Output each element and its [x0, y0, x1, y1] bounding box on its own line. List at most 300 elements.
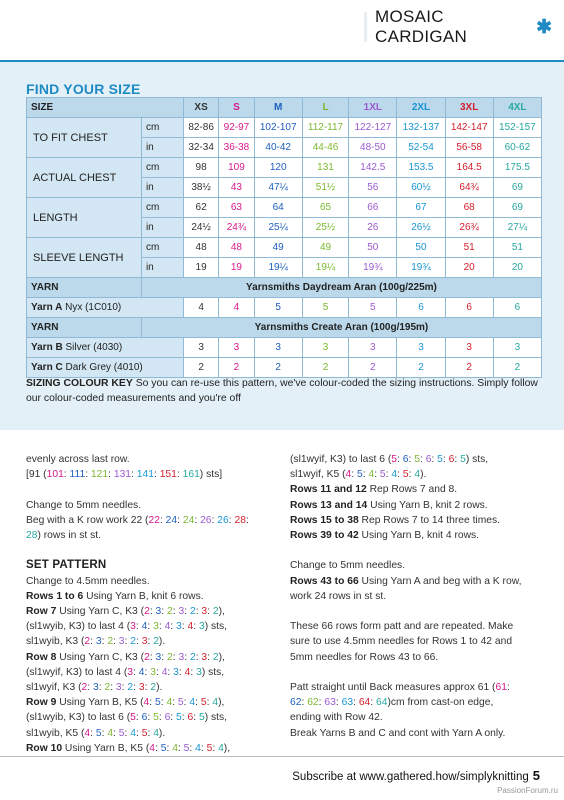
pattern-text: : [135, 636, 142, 648]
size-value: 24 [182, 514, 195, 526]
pattern-text: sl1wyif, K3 ( [26, 682, 82, 694]
size-value: 6 [448, 454, 455, 465]
size-value: 2 [144, 606, 150, 617]
measurement-value: 40-42 [254, 138, 302, 158]
pattern-text: : [183, 697, 190, 709]
pattern-column-right [290, 452, 552, 741]
pattern-text: Rep Rows 7 to 14 three times. [358, 514, 501, 526]
pattern-text: : [113, 727, 119, 739]
size-value: 24 [165, 514, 178, 526]
measurement-value: 49 [302, 238, 348, 258]
yarn-quantity: 4 [183, 298, 218, 318]
yarn-quantity: 2 [302, 358, 348, 378]
watermark: PassionForum.ru [497, 786, 558, 795]
unit-label: cm [141, 238, 183, 258]
pattern-line [26, 467, 276, 482]
pattern-text: : [110, 682, 116, 694]
pattern-text: : [177, 742, 184, 754]
pattern-text: : [135, 727, 142, 739]
pattern-text: ). [420, 469, 427, 481]
size-value: 28 [234, 514, 246, 526]
pattern-line [26, 528, 276, 543]
size-value: 3 [173, 666, 179, 678]
measurement-value: 102-107 [254, 118, 302, 138]
measurement-value: 98 [183, 158, 218, 178]
pattern-text: : [397, 454, 403, 465]
measurement-value: 27¼ [493, 218, 541, 238]
size-value: 2 [150, 682, 157, 694]
size-value: 61 [495, 682, 507, 693]
measurement-value: 20 [445, 258, 493, 278]
pattern-text: Patt straight until Back measures approx 61 ( [290, 682, 496, 693]
size-value: 2 [167, 606, 173, 617]
yarn-header-row [27, 278, 542, 298]
pattern-text: Using Yarn B, knit 2 rows. [367, 499, 488, 511]
pattern-text: : [161, 651, 168, 663]
size-value: 3 [198, 621, 205, 633]
pattern-text: : [431, 454, 438, 465]
yarn-quantity: 6 [493, 298, 541, 318]
pattern-text: : [408, 454, 415, 465]
pattern-line [290, 695, 552, 710]
measurement-value: 32-34 [183, 138, 218, 158]
measurement-value: 64 [254, 198, 302, 218]
pattern-text: : [161, 606, 168, 617]
measurement-value: 67 [397, 198, 445, 218]
row-label: Rows 39 to 42 [290, 530, 359, 542]
pattern-text: Beg with a K row work 22 ( [26, 514, 149, 526]
pattern-line [290, 528, 552, 543]
pattern-text: : [155, 666, 162, 678]
subscribe-text: Subscribe at www.gathered.how/simplyknitting [292, 771, 529, 783]
measurement-label: LENGTH [27, 198, 142, 238]
pattern-text: : [212, 742, 219, 754]
measurement-value: 51 [445, 238, 493, 258]
pattern-text: ). [158, 727, 166, 739]
size-value: 111 [69, 469, 86, 481]
yarn-shade: Silver (4030) [65, 342, 123, 353]
size-value: 2 [189, 651, 196, 663]
paragraph-gap [290, 604, 552, 619]
measurement-value: 19¼ [302, 258, 348, 278]
measurement-value: 48 [183, 238, 218, 258]
size-value: 2 [104, 682, 111, 694]
size-value: 5 [118, 727, 125, 739]
paragraph-gap [290, 543, 552, 558]
size-value: 5 [198, 712, 205, 724]
size-value: 5 [176, 712, 182, 724]
pattern-line [26, 452, 276, 467]
measurement-value: 26 [349, 218, 397, 238]
pattern-line [26, 634, 276, 649]
measurement-label: TO FIT CHEST [27, 118, 142, 158]
section-heading: SET PATTERN [26, 559, 107, 572]
pattern-text: : [166, 742, 173, 754]
measurement-value: 51½ [302, 178, 348, 198]
size-value: 4 [414, 469, 421, 481]
measurement-value: 24½ [183, 218, 218, 238]
measurement-value: 24¾ [219, 218, 254, 238]
pattern-text: : [211, 514, 218, 526]
pattern-text: : [228, 514, 235, 526]
yarn-item-row [27, 358, 542, 378]
pattern-line [26, 498, 276, 513]
size-value: 3 [141, 636, 148, 648]
pattern-text: : [124, 636, 131, 648]
pattern-line [290, 467, 552, 482]
pattern-text: : [419, 454, 426, 465]
row-label: Rows 1 to 6 [26, 590, 84, 602]
measurement-row [27, 238, 542, 258]
yarn-quantity: 4 [219, 298, 254, 318]
pattern-line [290, 589, 552, 604]
pattern-text: : [160, 697, 167, 709]
measurement-value: 132-137 [397, 118, 445, 138]
yarn-item-row [27, 298, 542, 318]
measurement-value: 43 [219, 178, 254, 198]
pattern-line [26, 619, 276, 634]
row-label: Rows 13 and 14 [290, 499, 368, 511]
size-value: 5 [200, 697, 207, 709]
measurement-value: 25½ [302, 218, 348, 238]
size-value: 151 [159, 469, 177, 481]
size-value: 5 [183, 742, 190, 754]
size-value: 4 [195, 742, 201, 754]
measurement-value: 48 [219, 238, 254, 258]
pattern-text: : [144, 682, 151, 694]
measurement-value: 38½ [183, 178, 218, 198]
measurement-value: 26¾ [445, 218, 493, 238]
pattern-text: : [101, 727, 108, 739]
size-value: 131 [113, 469, 132, 481]
measurement-value: 25¼ [254, 218, 302, 238]
size-value: 4 [345, 469, 352, 481]
yarn-quantity: 2 [397, 358, 445, 378]
size-value: 4 [218, 742, 224, 754]
size-value: 4 [368, 469, 375, 481]
yarn-quantity: 3 [445, 338, 493, 358]
pattern-text: Using Yarn A and beg with a K row, [358, 575, 522, 587]
measurement-value: 65 [302, 198, 348, 218]
pattern-text: : [154, 742, 161, 754]
size-value: 3 [153, 621, 159, 633]
pattern-text: )cm from cast-on edge, [387, 697, 494, 709]
yarn-quantity: 3 [183, 338, 218, 358]
size-value: 6 [425, 454, 432, 465]
pattern-text: : [149, 697, 155, 709]
pattern-text: : [206, 697, 213, 709]
pattern-line [290, 574, 552, 589]
row-label: Rows 11 and 12 [290, 484, 367, 496]
pattern-text: : [353, 697, 359, 709]
sizing-key-text: So you can re-use this pattern, we've colour-coded the sizing instructions. Simply follow our colour-coded measurements and you're off [26, 378, 538, 404]
pattern-line [290, 680, 552, 695]
size-value: 4 [391, 469, 398, 481]
unit-label: in [141, 218, 183, 238]
size-value: 5 [460, 454, 466, 465]
size-header-label: SIZE [27, 98, 184, 118]
unit-label: cm [141, 118, 183, 138]
size-value: 22 [148, 514, 160, 526]
pattern-line [26, 574, 276, 589]
yarn-item-label [27, 358, 184, 378]
measurement-value: 19 [183, 258, 218, 278]
size-value: 5 [177, 697, 184, 709]
pattern-line [26, 513, 276, 528]
size-value: 2 [107, 636, 114, 648]
measurement-value: 112-117 [302, 118, 348, 138]
size-value: 5 [379, 469, 386, 481]
measurement-value: 36-38 [219, 138, 254, 158]
measurement-value: 56 [349, 178, 397, 198]
pattern-text: : [181, 712, 188, 724]
size-value: 2 [189, 606, 196, 617]
header-title-box [364, 7, 552, 46]
measurement-value: 50 [349, 238, 397, 258]
find-your-size-title: FIND YOUR SIZE [26, 81, 141, 97]
pattern-text: : [158, 712, 165, 724]
size-value: 64 [358, 697, 371, 709]
measurement-value: 52-54 [397, 138, 445, 158]
pattern-line [26, 710, 276, 725]
pattern-text: : [195, 606, 202, 617]
unit-label: in [141, 178, 183, 198]
measurement-value: 48-50 [349, 138, 397, 158]
size-value: 4 [172, 742, 178, 754]
measurement-value: 152-157 [493, 118, 541, 138]
pattern-line [26, 650, 276, 665]
size-value: 2 [84, 636, 91, 648]
pattern-text: Change to 4.5mm needles. [26, 575, 150, 587]
pattern-text: : [301, 697, 308, 709]
measurement-row [27, 198, 542, 218]
pattern-text: : [85, 469, 91, 481]
size-value: 6 [402, 454, 409, 465]
pattern-text: : [101, 636, 108, 648]
pattern-text: (sl1wyib, K3) to last 6 ( [26, 712, 131, 724]
size-value: 2 [212, 651, 219, 663]
pattern-line [290, 634, 552, 649]
yarn-quantity: 6 [397, 298, 445, 318]
pattern-text: sure to use 4.5mm needles for Rows 1 to 42 and [290, 636, 513, 648]
row-label: Rows 15 to 38 [290, 514, 359, 526]
pattern-text: Using Yarn B, K5 ( [62, 742, 150, 754]
size-value: 4 [84, 727, 91, 739]
pattern-text: : [153, 469, 160, 481]
measurement-value: 47¼ [254, 178, 302, 198]
pattern-text: : [190, 666, 197, 678]
pattern-text: : [207, 651, 213, 663]
pattern-text: : [351, 469, 357, 481]
pattern-text: : [87, 682, 93, 694]
size-value: 5 [95, 727, 102, 739]
pattern-line [290, 498, 552, 513]
yarn-quantity: 5 [302, 298, 348, 318]
pattern-line [26, 680, 276, 695]
size-column-xs: XS [183, 98, 218, 118]
measurement-value: 19¾ [349, 258, 397, 278]
pattern-text: : [193, 712, 199, 724]
pattern-text: : [135, 712, 142, 724]
pattern-text: : [113, 636, 119, 648]
pattern-text: : [63, 469, 70, 481]
size-value: 4 [212, 697, 219, 709]
yarn-quantity: 2 [183, 358, 218, 378]
size-value: 4 [143, 697, 150, 709]
pattern-text: : [144, 666, 151, 678]
pattern-text: Using Yarn B, knit 4 rows. [358, 530, 480, 542]
measurement-value: 56-58 [445, 138, 493, 158]
size-value: 5 [437, 454, 443, 465]
size-value: 3 [196, 666, 202, 678]
size-value: 4 [138, 666, 145, 678]
pattern-line [290, 619, 552, 634]
pattern-text: : [108, 469, 114, 481]
size-value: 63 [341, 697, 354, 709]
measurement-value: 164.5 [445, 158, 493, 178]
pattern-line [290, 558, 552, 573]
size-value: 4 [161, 666, 168, 678]
yarn-quantity: 2 [493, 358, 541, 378]
pattern-line [26, 604, 276, 619]
pattern-text: ) sts, [201, 666, 225, 678]
yarn-quantity: 2 [445, 358, 493, 378]
pattern-text: : [408, 469, 415, 481]
size-value: 3 [92, 682, 99, 694]
measurement-value: 19¼ [254, 258, 302, 278]
pattern-text: ), [218, 606, 225, 617]
measurement-value: 60½ [397, 178, 445, 198]
pattern-text: Using Yarn B, K5 ( [56, 697, 144, 709]
size-value: 3 [178, 651, 185, 663]
size-value: 2 [153, 636, 159, 648]
size-value: 3 [127, 666, 134, 678]
size-value: 5 [414, 454, 420, 465]
pattern-text: : [195, 697, 201, 709]
pattern-text: : [335, 697, 342, 709]
unit-label: in [141, 138, 183, 158]
yarn-quantity: 3 [397, 338, 445, 358]
pattern-text: : [195, 651, 202, 663]
pattern-text: ). [158, 636, 166, 648]
pattern-text: sl1wyif, K5 ( [290, 469, 346, 481]
yarn-quantity: 5 [254, 298, 302, 318]
measurement-value: 19 [219, 258, 254, 278]
paragraph-gap [26, 482, 276, 497]
size-value: 2 [212, 606, 219, 617]
measurement-value: 62 [183, 198, 218, 218]
pattern-text: : [172, 651, 179, 663]
pattern-line [26, 741, 276, 756]
yarn-quantity: 6 [445, 298, 493, 318]
yarn-quantity: 2 [349, 358, 397, 378]
measurement-row [27, 158, 542, 178]
pattern-text: : [193, 621, 199, 633]
size-value: 3 [176, 621, 182, 633]
unit-label: cm [141, 158, 183, 178]
measurement-value: 131 [302, 158, 348, 178]
measurement-value: 69 [493, 198, 541, 218]
pattern-text: : [200, 742, 207, 754]
size-value: 26 [200, 514, 212, 526]
pattern-text: : [90, 636, 96, 648]
pattern-text: : [189, 742, 196, 754]
size-value: 5 [160, 742, 167, 754]
measurement-value: 51 [493, 238, 541, 258]
pattern-text: ) sts, [204, 621, 228, 633]
size-value: 3 [118, 636, 125, 648]
size-value: 2 [167, 651, 173, 663]
pattern-text: : [442, 454, 449, 465]
pattern-text: evenly across last row. [26, 454, 130, 465]
pattern-text: sl1wyib, K5 ( [26, 727, 85, 739]
measurement-value: 44-46 [302, 138, 348, 158]
pattern-text: : [147, 621, 154, 633]
size-value: 3 [155, 606, 162, 617]
row-label: Row 9 [26, 697, 57, 709]
pattern-text: ) sts, [204, 712, 228, 724]
pattern-text: : [98, 682, 105, 694]
row-label: Row 7 [26, 606, 57, 617]
size-value: 3 [178, 606, 185, 617]
pattern-text: ending with Row 42. [290, 712, 383, 724]
measurement-value: 50 [397, 238, 445, 258]
paragraph-gap [290, 665, 552, 680]
size-value: 5 [154, 697, 161, 709]
pattern-text: ). [156, 682, 163, 694]
size-value: 6 [141, 712, 148, 724]
measurement-value: 92-97 [219, 118, 254, 138]
size-value: 3 [95, 636, 102, 648]
pattern-text: : [121, 682, 128, 694]
pattern-line [290, 726, 552, 741]
pattern-text: : [90, 727, 96, 739]
size-value: 62 [290, 697, 302, 709]
yarn-item-row [27, 338, 542, 358]
pattern-text: : [397, 469, 403, 481]
pattern-text: : [149, 651, 156, 663]
size-value: 5 [153, 712, 159, 724]
pattern-text: : [147, 727, 154, 739]
size-column-3xl: 3XL [445, 98, 493, 118]
pattern-text: : [149, 606, 156, 617]
size-value: 26 [217, 514, 229, 526]
size-value: 5 [130, 712, 136, 724]
pattern-text: Rep Rows 7 and 8. [366, 484, 458, 496]
size-value: 161 [182, 469, 200, 481]
size-value: 3 [155, 651, 162, 663]
size-value: 3 [201, 606, 208, 617]
pattern-text: Change to 5mm needles. [26, 499, 142, 511]
size-value: 2 [130, 636, 136, 648]
pattern-text: : [172, 606, 179, 617]
unit-label: in [141, 258, 183, 278]
pattern-text: : [133, 666, 139, 678]
pattern-text: : [159, 514, 166, 526]
yarn-header-row [27, 318, 542, 338]
size-column-2xl: 2XL [397, 98, 445, 118]
measurement-value: 63 [219, 198, 254, 218]
pattern-text: [91 ( [26, 469, 47, 481]
sizing-colour-key [26, 376, 542, 406]
unit-label: cm [141, 198, 183, 218]
size-value: 28 [26, 530, 38, 541]
size-value: 4 [149, 742, 155, 754]
row-label: Row 10 [26, 742, 63, 754]
pattern-text: : [194, 514, 201, 526]
measurement-value: 19¾ [397, 258, 445, 278]
pattern-line [290, 482, 552, 497]
